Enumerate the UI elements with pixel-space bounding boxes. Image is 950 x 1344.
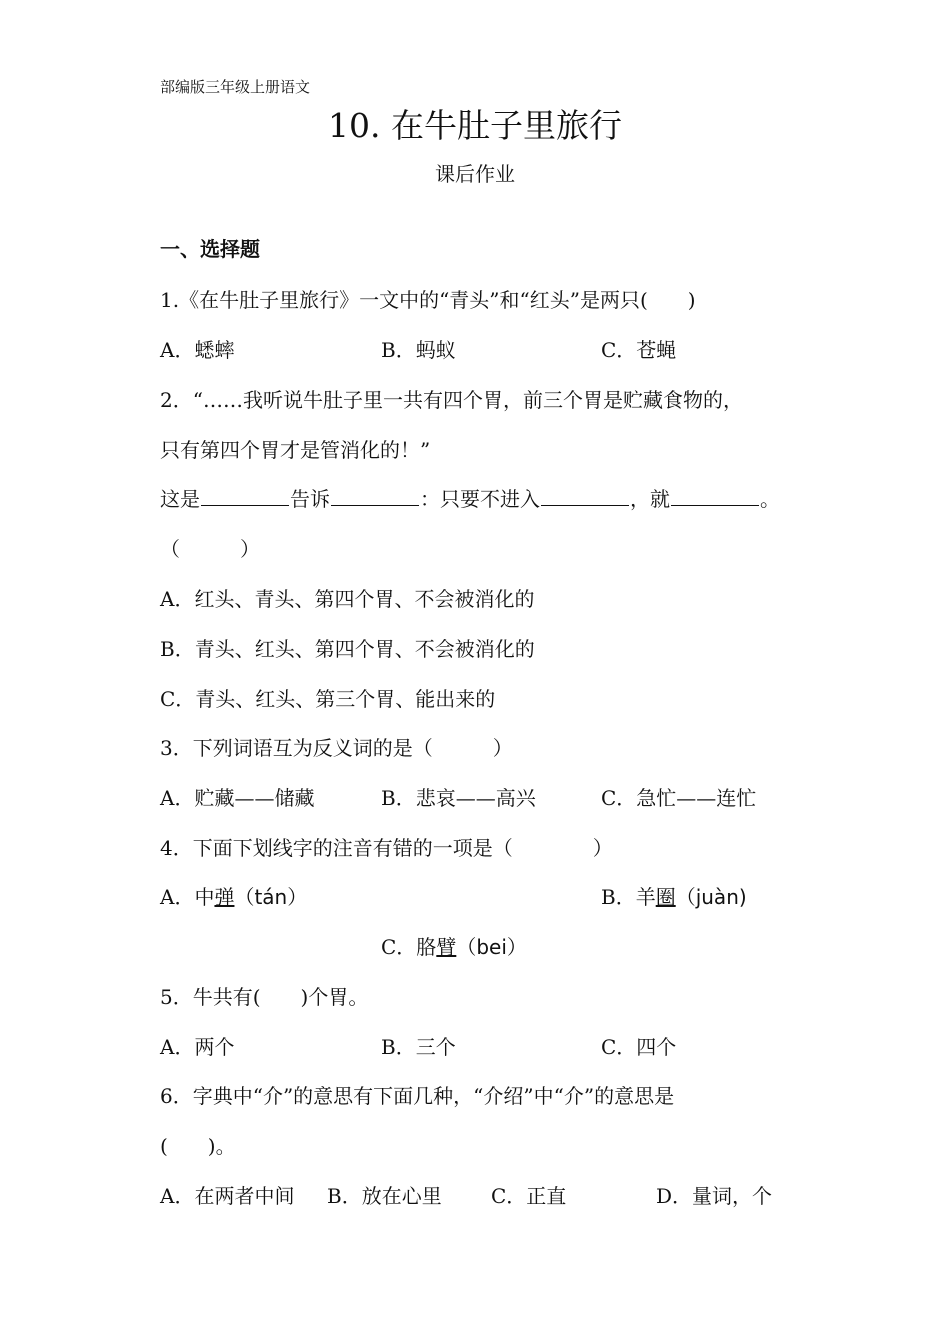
question-4-option-c: C．胳臂（bei） [381,935,527,959]
question-1-option-b: B．蚂蚁 [381,338,456,362]
question-5-option-b: B．三个 [381,1035,456,1059]
question-6-option-c: C．正直 [491,1184,567,1208]
question-1-option-c: C．苍蝇 [601,338,677,362]
question-6-option-b: B．放在心里 [327,1184,442,1208]
question-4-option-a: A．中弹（tán） [160,885,308,909]
fill-blank-1 [201,504,289,506]
fill-text-5: 。 [760,487,780,511]
question-2-option-b: B．青头、红头、第四个胃、不会被消化的 [160,637,535,661]
question-6-option-d: D．量词，个 [656,1184,773,1208]
underlined-char: 弹 [214,885,235,909]
question-2-answer-paren: （ ） [160,537,260,561]
question-5-stem: 5．牛共有( )个胃。 [160,985,369,1009]
question-3-option-b: B．悲哀——高兴 [381,786,536,810]
question-4-option-b: B．羊圈（juàn) [601,885,747,909]
fill-text-4: ，就 [630,487,670,511]
question-2-option-a: A．红头、青头、第四个胃、不会被消化的 [160,587,535,611]
fill-blank-4 [671,504,759,506]
pinyin: juàn [695,885,739,909]
underlined-char: 臂 [436,935,457,959]
question-2-stem-line-2: 只有第四个胃才是管消化的！” [160,438,431,462]
question-2-option-c: C．青头、红头、第三个胃、能出来的 [160,687,496,711]
question-5-option-c: C．四个 [601,1035,677,1059]
fill-text-2: 告诉 [290,487,330,511]
fill-text-1: 这是 [160,487,200,511]
question-2-fill-sentence [160,483,780,512]
question-4-stem: 4．下面下划线字的注音有错的一项是（ ） [160,836,613,860]
question-3-stem: 3．下列词语互为反义词的是（ ） [160,736,513,760]
question-3-option-c: C．急忙——连忙 [601,786,757,810]
question-5-option-a: A．两个 [160,1035,235,1059]
lesson-title: 10. 在牛肚子里旅行 [328,106,622,145]
lesson-subtitle: 课后作业 [435,162,515,186]
pinyin: tán [254,885,288,909]
page-header: 部编版三年级上册语文 [160,78,311,96]
question-3-option-a: A．贮藏——储藏 [160,786,315,810]
section-heading: 一、选择题 [160,237,260,261]
underlined-char: 圈 [655,885,676,909]
fill-text-3: ：只要不进入 [420,487,540,511]
fill-blank-3 [541,504,629,506]
question-6-stem-line-2: ( )。 [160,1134,236,1158]
question-6-option-a: A．在两者中间 [160,1184,295,1208]
question-6-stem-line-1: 6．字典中“介”的意思有下面几种，“介绍”中“介”的意思是 [160,1084,675,1108]
question-2-stem-line-1: 2．“……我听说牛肚子里一共有四个胃，前三个胃是贮藏食物的， [160,388,743,412]
fill-blank-2 [331,504,419,506]
question-1-stem: 1.《在牛肚子里旅行》一文中的“青头”和“红头”是两只( ) [160,288,696,312]
pinyin: bei [476,935,507,959]
question-1-option-a: A．蟋蟀 [160,338,235,362]
